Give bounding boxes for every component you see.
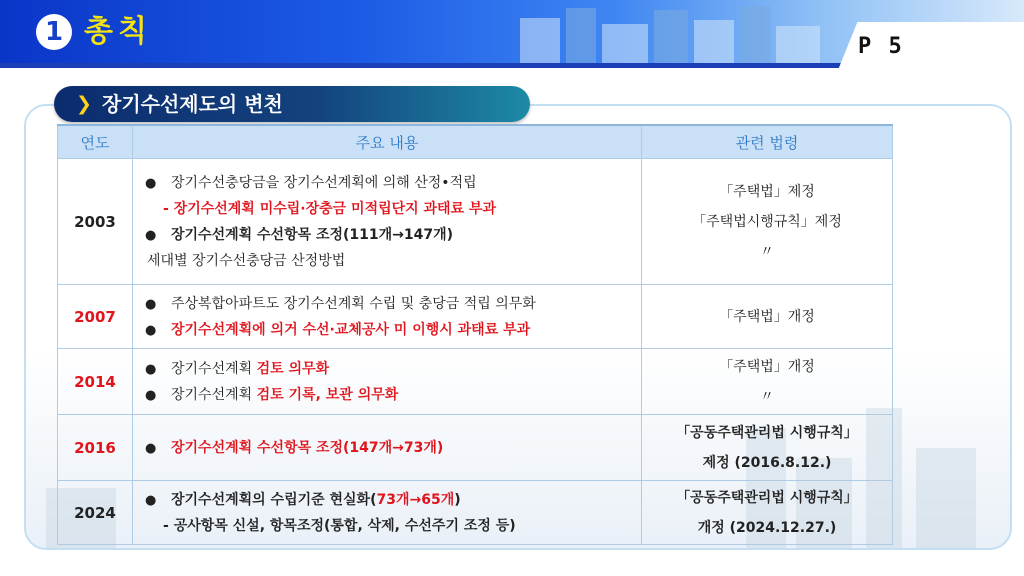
building-graphic xyxy=(602,24,648,68)
law-line: 「주택법」개정 xyxy=(719,358,815,375)
section-title: 총칙 xyxy=(84,14,152,49)
law-line: 「주택법」개정 xyxy=(719,308,815,325)
list-item xyxy=(143,248,631,274)
bullet-icon: ● xyxy=(145,175,157,191)
building-graphic xyxy=(654,10,688,68)
building-graphic xyxy=(694,20,734,68)
item-text: 장기수선계획 xyxy=(171,360,257,377)
law-line: 「주택법시행규칙」제정 xyxy=(692,213,842,230)
law-line: 〃 xyxy=(760,388,774,405)
row-law xyxy=(642,285,893,349)
item-text: 주상복합아파트도 장기수선계획 수립 및 충당금 적립 의무화 xyxy=(171,295,536,312)
bullet-icon: ● xyxy=(145,322,157,338)
row-content xyxy=(133,481,642,545)
bullet-icon: ● xyxy=(145,387,157,403)
table-row xyxy=(58,349,893,415)
bullet-icon: ● xyxy=(145,440,157,456)
item-text-highlight: 73개→65개 xyxy=(376,491,455,508)
bullet-icon: ● xyxy=(145,492,157,508)
list-item xyxy=(143,222,631,248)
item-text: 장기수선계획 xyxy=(171,386,257,403)
item-text-end: ) xyxy=(454,491,461,508)
column-header-year: 연도 xyxy=(58,125,133,159)
row-content xyxy=(133,415,642,481)
skyline-graphic xyxy=(916,448,976,548)
row-content xyxy=(133,349,642,415)
item-text: 공사항목 신설, 항목조정(통합, 삭제, 수선주기 조정 등) xyxy=(173,517,516,534)
bullet-icon: ● xyxy=(145,296,157,312)
item-text: 장기수선계획 미수립·장충금 미적립단지 과태료 부과 xyxy=(173,200,497,217)
chevron-right-icon: ❯ xyxy=(76,93,92,115)
row-year: 2014 xyxy=(58,349,133,415)
row-law xyxy=(642,159,893,285)
building-graphic xyxy=(776,26,820,68)
table-row xyxy=(58,415,893,481)
item-text: 장기수선계획의 수립기준 현실화( xyxy=(171,491,377,508)
item-text: 장기수선계획에 의거 수선·교체공사 미 이행시 과태료 부과 xyxy=(171,321,531,338)
law-line: 개정 (2024.12.27.) xyxy=(697,519,837,536)
list-item xyxy=(143,382,631,408)
row-year: 2007 xyxy=(58,285,133,349)
building-graphic xyxy=(566,8,596,68)
list-item xyxy=(143,435,631,461)
table-row xyxy=(58,159,893,285)
item-text-highlight: 검토 기록, 보관 의무화 xyxy=(256,386,399,403)
history-table xyxy=(57,124,893,545)
list-item xyxy=(143,291,631,317)
list-item xyxy=(143,317,631,343)
law-line: 〃 xyxy=(760,243,774,260)
item-text-highlight: 검토 의무화 xyxy=(256,360,330,377)
dash-prefix: - xyxy=(163,517,174,534)
building-graphic xyxy=(740,6,770,68)
row-content xyxy=(133,285,642,349)
law-line: 「공동주택관리법 시행규칙」 xyxy=(676,424,858,441)
table-row xyxy=(58,481,893,545)
bullet-icon: ● xyxy=(145,361,157,377)
row-year: 2024 xyxy=(58,481,133,545)
list-item xyxy=(143,487,631,513)
list-item xyxy=(143,356,631,382)
law-line: 제정 (2016.8.12.) xyxy=(702,454,832,471)
list-item xyxy=(143,513,631,539)
item-text: 세대별 장기수선충당금 산정방법 xyxy=(147,252,346,269)
building-graphic xyxy=(520,18,560,68)
law-line: 「공동주택관리법 시행규칙」 xyxy=(676,489,858,506)
item-text: 장기수선계획 수선항목 조정(111개→147개) xyxy=(171,226,454,243)
item-text: 장기수선충당금을 장기수선계획에 의해 산정•적립 xyxy=(171,174,477,191)
row-law xyxy=(642,481,893,545)
column-header-content: 주요 내용 xyxy=(133,125,642,159)
row-year: 2016 xyxy=(58,415,133,481)
subtitle-text: 장기수선제도의 변천 xyxy=(102,92,283,116)
list-item xyxy=(143,170,631,196)
row-year: 2003 xyxy=(58,159,133,285)
row-law xyxy=(642,415,893,481)
section-number-badge: 1 xyxy=(36,14,72,50)
dash-prefix: - xyxy=(163,200,174,217)
law-line: 「주택법」제정 xyxy=(719,183,815,200)
page-number: P 5 xyxy=(858,34,904,59)
column-header-law: 관련 법령 xyxy=(642,125,893,159)
bullet-icon: ● xyxy=(145,227,157,243)
row-content xyxy=(133,159,642,285)
table-row xyxy=(58,285,893,349)
table-header-row xyxy=(58,125,893,159)
item-text: 장기수선계획 수선항목 조정(147개→73개) xyxy=(171,439,444,456)
row-law xyxy=(642,349,893,415)
subtitle-pill xyxy=(54,86,530,122)
list-item xyxy=(143,196,631,222)
